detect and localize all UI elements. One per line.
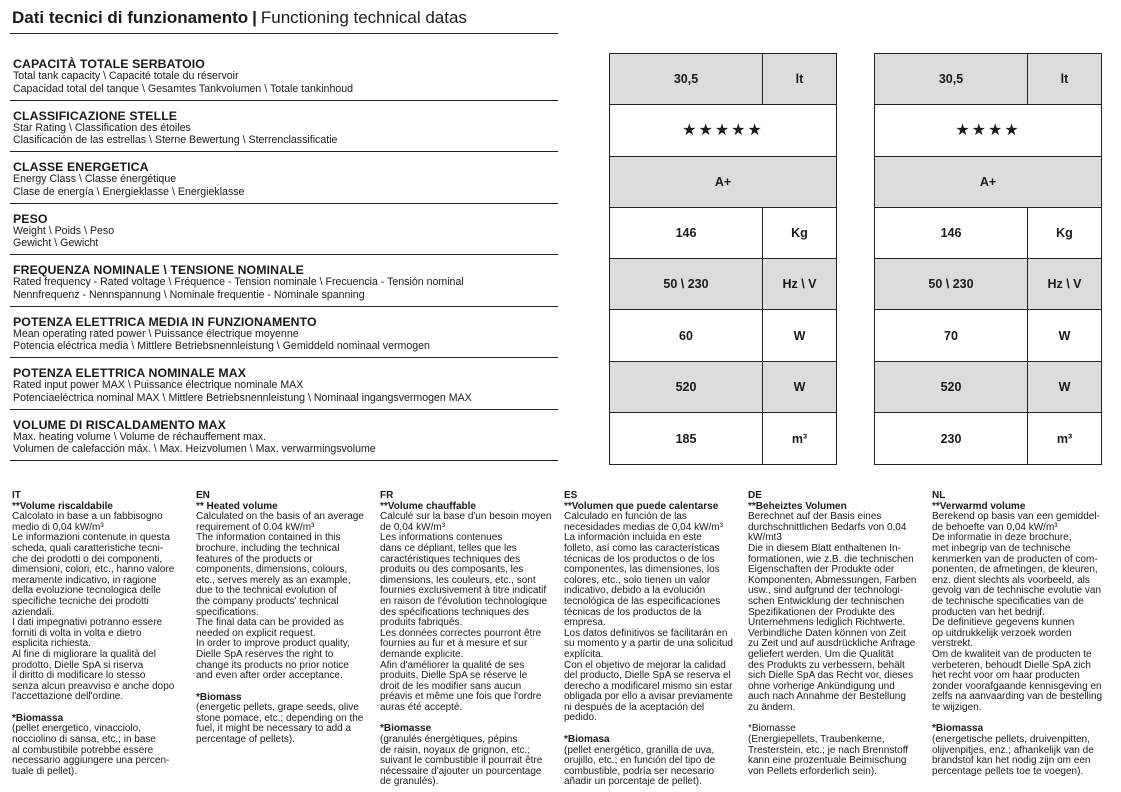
note-line: het recht voor om haar producten — [932, 670, 1080, 682]
note-biomass-heading: *Biomasa — [564, 734, 610, 746]
spec-label-main: CLASSIFICAZIONE STELLE — [13, 108, 178, 123]
spec-label-row — [10, 358, 558, 410]
note-line: Unternehmens lediglich Richtwerte. — [748, 617, 906, 629]
note-line: fournies au fur et à mesure et sur — [380, 638, 528, 650]
spec-label-sub: Mean operating rated power \ Puissance électrique moyenne — [13, 327, 299, 340]
spec-value-cell: 50 \ 230 — [610, 259, 763, 309]
note-nl — [932, 491, 1110, 777]
spec-label-main: CLASSE ENERGETICA — [13, 160, 149, 174]
spec-label-row — [10, 101, 558, 153]
note-line: geliefert werden. Um die Qualität — [748, 648, 894, 660]
note-line: della evoluzione tecnologica delle — [12, 585, 161, 597]
note-biomass-line: kann eine prozentuale Beimischung — [748, 755, 907, 767]
note-line: Con el objetivo de mejorar la calidad — [564, 659, 726, 671]
note-line: derecho a modificarel mismo sin estar — [564, 680, 733, 692]
note-heading: **Volume riscaldabile — [12, 500, 113, 512]
note-line: De informatie in deze brochure, — [932, 532, 1072, 544]
note-en — [196, 491, 374, 746]
note-line: Dielle SpA reserves the right to — [196, 648, 334, 660]
note-biomass-line: (pellet energetico, vinacciolo, — [12, 723, 141, 735]
spec-label-sub: Energy Class \ Classe énergétique — [13, 173, 177, 185]
note-biomass-heading: *Biomass — [196, 691, 242, 703]
note-line: change its products no prior notice — [196, 659, 349, 671]
note-line: folleto, así como las características — [564, 542, 720, 554]
note-line: obligada por ello a avisar previamente — [564, 691, 733, 703]
spec-value-row — [610, 157, 836, 208]
spec-label-sub: Max. heating volume \ Volume de réchauffement max. — [13, 430, 267, 443]
spec-unit-cell: m³ — [791, 431, 808, 446]
spec-label-column — [10, 49, 558, 461]
spec-unit-cell: Hz \ V — [1047, 277, 1082, 292]
note-line: droit de les modifier sans aucun — [380, 680, 522, 692]
note-line: des Produkts zu verbessern, behält — [748, 659, 905, 671]
note-line: aziendali. — [12, 606, 55, 618]
note-line: forniti di volta in volta e dietro — [12, 627, 142, 639]
note-heading: **Beheiztes Volumen — [748, 500, 847, 512]
note-line: Berekend op basis van een gemiddel- — [932, 511, 1100, 523]
note-biomass-line: Tresterstein, etc.; je nach Brennstoff — [748, 744, 909, 756]
note-line: Le informazioni contenute in questa — [12, 532, 170, 544]
note-line: kW/mt3 — [748, 532, 782, 544]
note-line: met inbegrip van de technische — [932, 542, 1071, 554]
spec-value-text: A+ — [979, 174, 997, 189]
note-line: produits, Dielle SpA se réserve le — [380, 670, 528, 682]
spec-label-row — [10, 410, 558, 462]
note-line: indicativo, debido a la evolución — [564, 585, 706, 597]
spec-unit-cell: Hz \ V — [782, 277, 817, 292]
note-line: zu Zeit und auf ausdrückliche Anfrage — [748, 638, 916, 650]
note-line: dimensions, les couleurs, etc., sont — [380, 574, 536, 586]
note-line: Les informations contenues — [380, 532, 503, 544]
note-line: Calculated on the basis of an average — [196, 511, 364, 523]
note-line: kenmerken van de producten of com- — [932, 553, 1098, 565]
note-line: Spezifikationen der Produkte des — [748, 606, 895, 618]
note-language-code: ES — [564, 490, 578, 501]
note-line: necesidades medias de 0,04 kW/m³ — [564, 521, 723, 533]
note-line: Afin d'améliorer la qualité de ses — [380, 659, 525, 671]
note-line: La información incluida en este — [564, 532, 702, 544]
title-separator: | — [252, 8, 257, 27]
spec-value-cell — [610, 157, 836, 207]
spec-value-row — [610, 208, 836, 259]
spec-value-row — [875, 208, 1101, 259]
note-biomass-line: (granulés énergétiques, pépins — [380, 734, 518, 746]
spec-unit-cell: W — [793, 328, 806, 343]
spec-unit-cell: lt — [795, 72, 804, 87]
note-biomass-line: (pellet energético, granilla de uva, — [564, 744, 715, 756]
note-biomass-heading: *Biomasse — [380, 723, 432, 735]
note-line: enz. dient slechts als voorbeeld, als — [932, 574, 1090, 586]
note-line: zonder voorafgaande kennisgeving en — [932, 680, 1102, 692]
spec-table-a — [609, 53, 837, 465]
note-line: requirement of 0.04 kW/m³ — [196, 521, 315, 533]
note-line: dimensioni, colori, etc., hanno valore — [12, 564, 175, 576]
spec-value-cell — [875, 157, 1101, 207]
note-line: préavis et même une fois que l'ordre — [380, 691, 542, 703]
note-line: medio di 0,04 kW/m³ — [12, 521, 104, 533]
spec-label-sub: Rated frequency - Rated voltage \ Fréquence - Tension nominale \ Frecuencia - Tensión nominal — [13, 276, 464, 288]
spec-value-row — [875, 413, 1101, 464]
note-line: Calculado en función de las — [564, 511, 687, 523]
note-biomass-heading: *Biomassa — [12, 712, 64, 724]
note-line: che dei prodotti o dei componenti, — [12, 553, 163, 565]
note-biomass-heading: *Biomassa — [932, 723, 984, 735]
note-line: Les données correctes pourront être — [380, 627, 542, 639]
note-language-code: DE — [748, 490, 762, 501]
note-line: usw., sind aufgrund der technologi- — [748, 585, 904, 597]
spec-table-b — [874, 53, 1102, 465]
note-biomass-heading: *Biomasse — [748, 723, 796, 735]
note-line: The final data can be provided as — [196, 617, 344, 629]
note-line: produits ou des composants, les — [380, 564, 524, 576]
title-rule — [10, 33, 558, 34]
note-line: ohne vorherige Ankündigung und — [748, 680, 895, 692]
note-biomass-line: nécessaire d'ajouter un pourcentage — [380, 765, 542, 777]
spec-label-main: FREQUENZA NOMINALE \ TENSIONE NOMINALE — [13, 263, 304, 277]
note-line: prodotto, Dielle SpA si riserva — [12, 659, 144, 671]
note-line: te wijzigen. — [932, 701, 982, 713]
spec-unit-cell: Kg — [1056, 226, 1073, 241]
spec-label-sub: Nennfrequenz - Nennspannung \ Nominale frequentie - Nominale spanning — [13, 288, 365, 301]
note-line: etc., serves merely as an example, — [196, 574, 351, 586]
star-rating — [875, 105, 1101, 155]
note-biomass-line: (energetische pellets, druivenpitten, — [932, 734, 1090, 746]
note-line: del producto, Dielle SpA se reserva el — [564, 670, 731, 682]
note-biomass-line: percentage pellets toe te voegen). — [932, 765, 1084, 777]
note-line: zelfs na aanvaarding van de bestelling — [932, 691, 1103, 703]
note-line: de technische specificaties van de — [932, 595, 1084, 607]
note-line: pedido. — [564, 712, 597, 724]
note-line: técnicas de los productos de la — [564, 606, 702, 618]
note-line: técnicas de los productos o de los — [564, 553, 715, 565]
note-line: op uitdrukkelijk verzoek worden — [932, 627, 1072, 639]
note-heading: **Volumen que puede calentarse — [564, 500, 719, 512]
note-line: colores, etc., solo tienen un valor — [564, 574, 711, 586]
note-line: zu ändern. — [748, 701, 796, 713]
spec-label-row — [10, 255, 558, 307]
note-line: De definitieve gegevens kunnen — [932, 617, 1075, 629]
note-line: schen Entwicklung der technischen — [748, 595, 905, 607]
note-line: the company products' technical — [196, 595, 339, 607]
note-biomass-line: percentage of pellets). — [196, 734, 295, 746]
spec-value-cell: 70 — [875, 310, 1028, 360]
note-line: specifiche tecniche dei prodotti — [12, 595, 149, 607]
spec-label-sub: Volumen de calefacción máx. \ Max. Heizvolumen \ Max. verwarmingsvolume — [13, 443, 376, 455]
spec-label-main: POTENZA ELETTRICA NOMINALE MAX — [13, 366, 246, 380]
note-line: Verbindliche Daten können von Zeit — [748, 627, 906, 639]
note-line: Al fine di migliorare la qualità del — [12, 648, 156, 660]
note-heading: **Verwarmd volume — [932, 500, 1026, 512]
note-biomass-line: fuel, it might be necessary to add a — [196, 723, 352, 735]
note-line: sich Dielle SpA das Recht vor, dieses — [748, 670, 914, 682]
note-line: Calculé sur la base d'un besoin moyen — [380, 511, 552, 523]
note-line: Eigenschaften der Produkte oder — [748, 564, 895, 576]
spec-value-row — [875, 259, 1101, 310]
note-heading: **Volume chauffable — [380, 500, 476, 512]
note-es — [564, 491, 742, 788]
note-line: l'accettazione dell'ordine. — [12, 691, 124, 703]
spec-label-row — [10, 49, 558, 101]
spec-value-cell: 30,5 — [610, 54, 763, 104]
note-line: meramente indicativo, in ragione — [12, 574, 157, 586]
title-italian: Dati tecnici di funzionamento — [12, 8, 249, 27]
spec-label-sub: Clase de energía \ Energieklasse \ Energieklasse — [13, 185, 245, 198]
note-line: tecnológica de las especificaciones — [564, 595, 721, 607]
spec-label-sub: Rated input power MAX \ Puissance électrique nominale MAX — [13, 379, 304, 391]
note-line: gevolg van de technische evolutie van — [932, 585, 1102, 597]
spec-unit-cell: W — [1058, 328, 1071, 343]
note-line: Om de kwaliteit van de producten te — [932, 648, 1092, 660]
note-line: en raison de l'évolution technologique — [380, 595, 548, 607]
spec-label-sub: Total tank capacity \ Capacité totale du réservoir — [13, 70, 239, 82]
note-biomass-line: de raisin, noyaux de grignon, etc.; — [380, 744, 531, 756]
spec-label-main: CAPACITÀ TOTALE SERBATOIO — [13, 57, 205, 71]
note-line: de behoefte van 0,04 kW/m³ — [932, 521, 1058, 533]
spec-label-row — [10, 307, 558, 359]
note-line: demande explicite. — [380, 648, 464, 660]
spec-value-row — [610, 362, 836, 413]
page-title — [12, 8, 467, 28]
note-line: Berechnet auf der Basis eines — [748, 511, 882, 523]
note-line: empresa. — [564, 617, 606, 629]
star-rating — [610, 105, 836, 155]
note-it — [12, 491, 190, 777]
note-language-code: FR — [380, 490, 394, 501]
spec-value-row — [610, 413, 836, 464]
note-biomass-line: añadir un porcentaje de pellet). — [564, 776, 702, 788]
note-biomass-line: al combustibile potrebbe essere — [12, 744, 154, 756]
note-line: fournies exclusivement à titre indicatif — [380, 585, 547, 597]
note-line: features of the products or — [196, 553, 313, 565]
spec-label-sub: Capacidad total del tanque \ Gesamtes Tankvolumen \ Totale tankinhoud — [13, 82, 354, 95]
note-biomass-line: brandstof kan het nodig zijn om een — [932, 755, 1091, 767]
spec-label-row — [10, 152, 558, 204]
note-line: senza alcun preavviso e anche dopo — [12, 680, 175, 692]
spec-value-cell: 520 — [610, 362, 763, 412]
note-line: dans ce dépliant, telles que les — [380, 542, 517, 554]
spec-label-sub: Clasificación de las estrellas \ Sterne Bewertung \ Sterrenclassificatie — [13, 134, 338, 146]
spec-unit-cell: Kg — [791, 226, 808, 241]
note-heading: ** Heated volume — [196, 500, 278, 512]
spec-value-cell: 520 — [875, 362, 1028, 412]
note-line: I dati impegnativi potranno essere — [12, 617, 163, 629]
spec-value-cell: 30,5 — [875, 54, 1028, 104]
note-biomass-line: de granulés). — [380, 776, 439, 788]
note-line: verstrekt. — [932, 638, 974, 650]
note-line: formationen, wie z.B. die technischen — [748, 553, 914, 565]
spec-label-main: PESO — [13, 211, 48, 226]
spec-value-row — [610, 259, 836, 310]
spec-value-row — [875, 105, 1101, 156]
spec-value-cell: 230 — [875, 413, 1028, 464]
note-line: verbeteren, behoudt Dielle SpA zich — [932, 659, 1091, 671]
spec-value-row — [610, 105, 836, 156]
note-line: Calcolato in base a un fabbisogno — [12, 511, 163, 523]
note-biomass-line: nocciolino di sansa, etc.; in base — [12, 734, 156, 746]
note-de — [748, 491, 926, 777]
note-line: durchschnittlichen Bedarfs von 0,04 — [748, 521, 907, 533]
note-line: Los datos definitivos se facilitarán en — [564, 627, 728, 639]
note-biomass-line: olijvenpitjes, enz.; afhankelijk van de — [932, 744, 1094, 756]
note-biomass-line: necessario aggiungere una percen- — [12, 755, 170, 767]
note-line: and even after order acceptance. — [196, 670, 343, 682]
note-biomass-line: (Energiepellets, Traubenkerne, — [748, 734, 885, 746]
spec-value-row — [610, 54, 836, 105]
note-biomass-line: orujillo, etc.; en función del tipo de — [564, 755, 716, 767]
note-line: il diritto di modificare lo stesso — [12, 670, 146, 682]
note-line: componentes, las dimensiones, los — [564, 564, 720, 576]
note-line: needed on explicit request. — [196, 627, 316, 639]
note-line: ponenten, de afmetingen, de kleuren, — [932, 564, 1098, 576]
spec-unit-cell: W — [1058, 379, 1071, 394]
star-rating-icons: ★★★★ — [955, 122, 1021, 140]
note-fr — [380, 491, 558, 788]
spec-value-row — [875, 157, 1101, 208]
note-biomass-line: tuale di pellet). — [12, 765, 78, 777]
note-line: specifications. — [196, 606, 259, 618]
note-line: Die in diesem Blatt enthaltenen In- — [748, 542, 901, 554]
note-line: su momento y a partir de una solicitud — [564, 638, 733, 650]
note-biomass-line: combustible, podría ser necesario — [564, 765, 715, 777]
note-language-code: EN — [196, 490, 210, 501]
spec-value-cell: 146 — [610, 208, 763, 258]
spec-value-row — [875, 310, 1101, 361]
note-line: explícita. — [564, 648, 604, 660]
spec-unit-cell: W — [793, 379, 806, 394]
note-line: caractéristiques techniques des — [380, 553, 521, 565]
note-line: de 0,04 kW/m³ — [380, 521, 446, 533]
note-line: producten van het bedrijf. — [932, 606, 1045, 618]
spec-value-text: A+ — [714, 174, 732, 189]
star-rating-icons: ★★★★★ — [682, 122, 764, 140]
spec-value-cell: 60 — [610, 310, 763, 360]
spec-label-sub: Potenciaeléctrica nominal MAX \ Mittlere Betriebsnennleistung \ Nominaal ingangsvermogen MAX — [13, 391, 472, 404]
note-language-code: IT — [12, 490, 21, 501]
spec-label-sub: Weight \ Poids \ Peso — [13, 224, 115, 237]
note-line: components, dimensions, colours, — [196, 564, 348, 576]
spec-label-main: POTENZA ELETTRICA MEDIA IN FUNZIONAMENTO — [13, 314, 317, 329]
note-biomass-line: (energetic pellets, grape seeds, olive — [196, 702, 359, 714]
note-line: ni después de la aceptación del — [564, 701, 705, 713]
note-line: produits fabriqués. — [380, 617, 463, 629]
spec-label-sub: Star Rating \ Classification des étoiles — [13, 121, 191, 134]
note-biomass-line: suivant le combustible il pourrait être — [380, 755, 543, 767]
note-line: auras été accepté. — [380, 701, 463, 713]
spec-value-cell: 146 — [875, 208, 1028, 258]
note-line: esplicita richiesta. — [12, 638, 91, 650]
spec-value-cell: 50 \ 230 — [875, 259, 1028, 309]
spec-label-main: VOLUME DI RISCALDAMENTO MAX — [13, 417, 226, 432]
title-english: Functioning technical datas — [260, 8, 467, 27]
note-language-code: NL — [932, 490, 946, 501]
spec-unit-cell: m³ — [1056, 431, 1073, 446]
spec-unit-cell: lt — [1060, 72, 1069, 87]
spec-value-row — [610, 310, 836, 361]
note-biomass-line: stone pomace, etc.; depending on the — [196, 712, 364, 724]
note-line: Komponenten, Abmessungen, Farben — [748, 574, 917, 586]
spec-label-sub: Gewicht \ Gewicht — [13, 237, 99, 249]
note-line: In order to improve product quality, — [196, 638, 350, 650]
spec-value-row — [875, 54, 1101, 105]
spec-value-cell: 185 — [610, 413, 763, 464]
note-line: scheda, quali caratteristiche tecni- — [12, 542, 164, 554]
spec-value-row — [875, 362, 1101, 413]
spec-label-row — [10, 204, 558, 256]
spec-label-sub: Potencia eléctrica media \ Mittlere Betriebsnennleistung \ Gemiddeld nominaal vermogen — [13, 340, 430, 352]
note-line: auch nach Annahme der Bestellung — [748, 691, 906, 703]
note-biomass-line: von Pellets erforderlich sein). — [748, 765, 877, 777]
note-line: The information contained in this — [196, 532, 341, 544]
note-line: des spécifications techniques des — [380, 606, 529, 618]
note-line: due to the technical evolution of — [196, 585, 337, 597]
note-line: brochure, including the technical — [196, 542, 340, 554]
